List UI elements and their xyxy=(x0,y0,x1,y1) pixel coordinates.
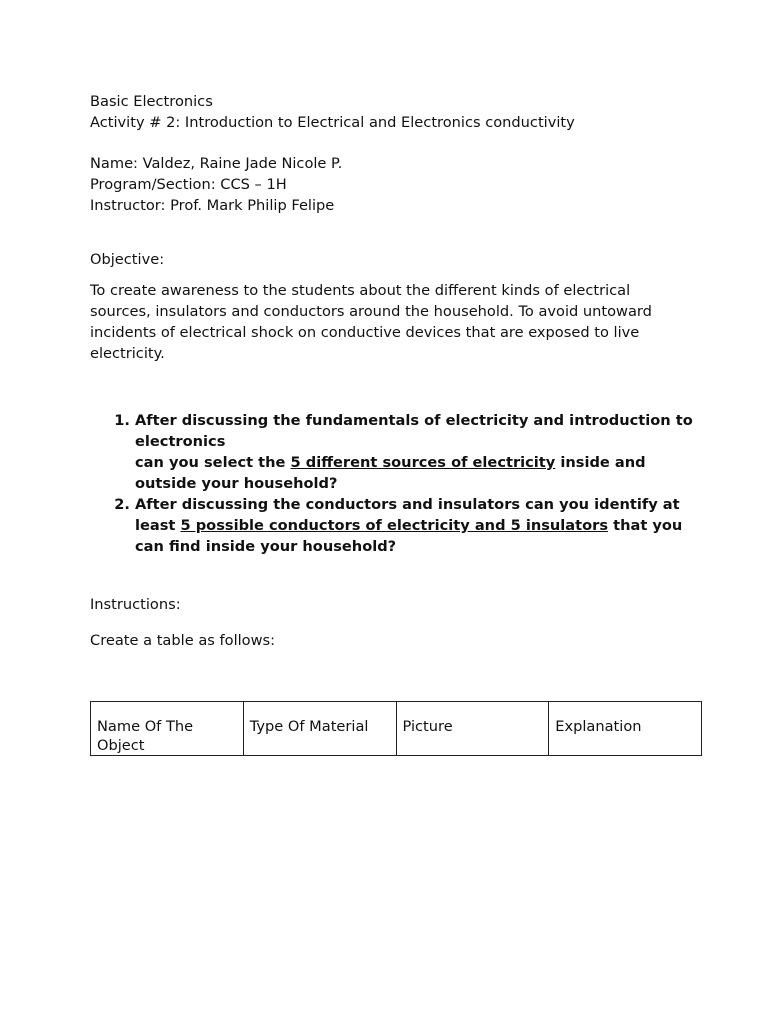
student-name: Name: Valdez, Raine Jade Nicole P. xyxy=(90,155,343,172)
underlined-phrase: 5 possible conductors of electricity and 5 insulators xyxy=(180,517,609,534)
question-text: After discussing the fundamentals of electricity and introduction to electronics xyxy=(135,412,693,450)
spacer xyxy=(90,133,705,153)
document-page xyxy=(90,91,705,651)
instructions-heading: Instructions: xyxy=(90,596,181,613)
question-item xyxy=(135,494,695,557)
question-text: After discussing the conductors and insulators can you identify at least xyxy=(135,496,680,534)
table-header-row xyxy=(91,702,702,756)
question-text: that you can find inside your household? xyxy=(135,517,683,555)
underlined-phrase: 5 different sources of electricity xyxy=(290,454,556,471)
course-title: Basic Electronics xyxy=(90,93,213,110)
table-header-cell: Picture xyxy=(396,702,549,756)
program-section: Program/Section: CCS – 1H xyxy=(90,176,287,193)
objective-heading: Objective: xyxy=(90,251,165,268)
activity-title: Activity # 2: Introduction to Electrical and Electronics conductivity xyxy=(90,114,575,131)
table-header-cell: Type Of Material xyxy=(243,702,396,756)
table-header-cell: Explanation xyxy=(549,702,702,756)
instructor: Instructor: Prof. Mark Philip Felipe xyxy=(90,197,335,214)
objective-text: To create awareness to the students about the different kinds of electrical sources, insulators and conductors around the household. To avoid untoward incidents of electrical shock on conductive devices that are exposed to live electricity. xyxy=(90,282,652,362)
question-text: inside and outside your household? xyxy=(135,454,646,492)
question-text: can you select the xyxy=(135,454,291,471)
table-header-cell: Name Of The Object xyxy=(91,702,244,756)
instructions-text: Create a table as follows: xyxy=(90,632,276,649)
question-item xyxy=(135,410,695,494)
question-list xyxy=(90,410,695,557)
activity-table xyxy=(90,701,702,756)
